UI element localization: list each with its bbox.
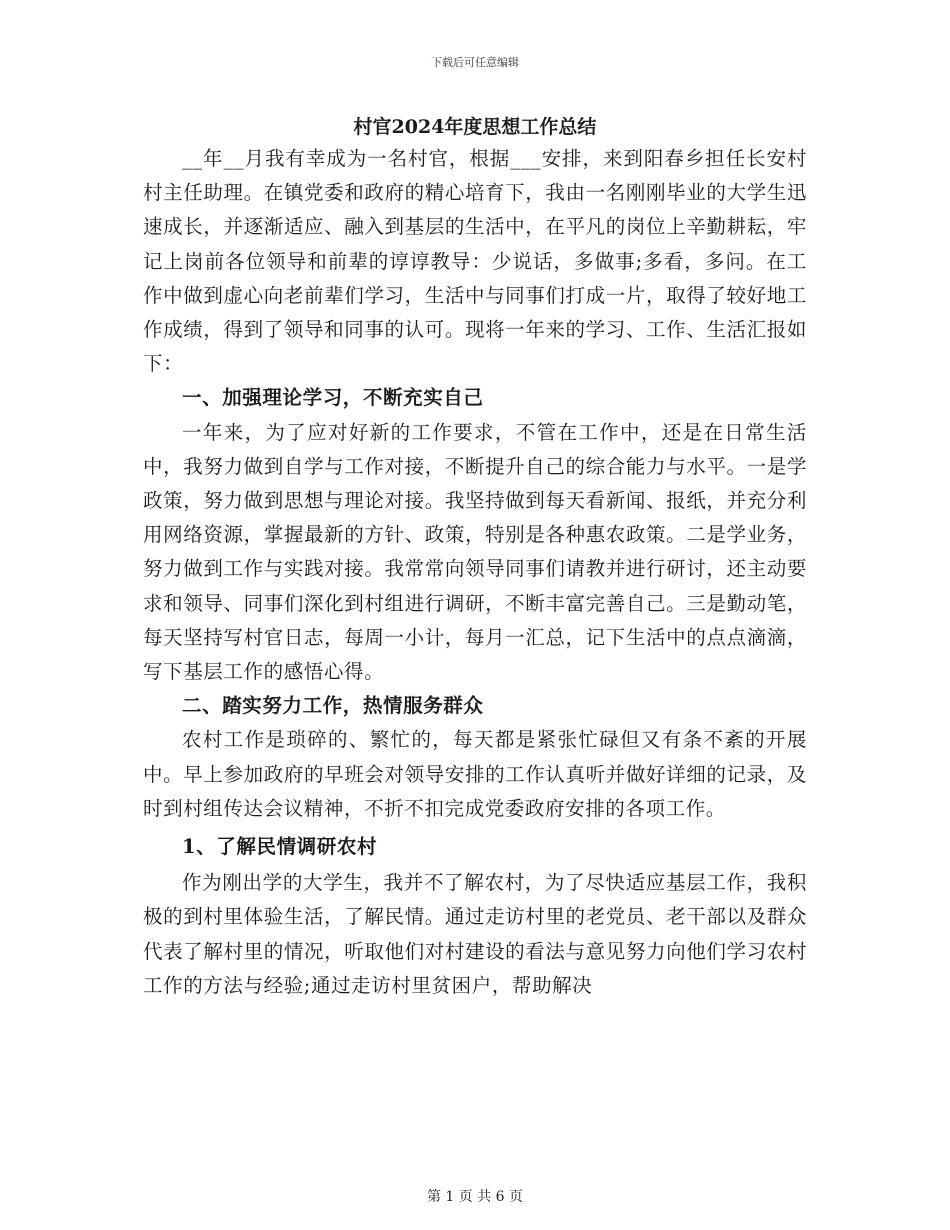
section-2-heading: 二、踏实努力工作，热情服务群众	[182, 694, 484, 718]
section-1-paragraph: 一年来，为了应对好新的工作要求，不管在工作中，还是在日常生活中，我努力做到自学与工作对接，不断提升自己的综合能力与水平。一是学政策，努力做到思想与理论对接。我坚持做到每天看新闻、报纸，并充分利用网络资源，掌握最新的方针、政策，特别是各种惠农政策。二是学业务，努力做到工作与实践对接。我常常向领导同事们请教并进行研讨，还主动要求和领导、同事们深化到村组进行调研，不断丰富完善自己。三是勤动笔，每天坚持写村官日志，每周一小计，每月一汇总，记下生活中的点点滴滴，写下基层工作的感悟心得。	[143, 420, 807, 684]
document-body	[143, 112, 807, 1003]
intro-paragraph: __年__月我有幸成为一名村官，根据___安排，来到阳春乡担任长安村村主任助理。在镇党委和政府的精心培育下，我由一名刚刚毕业的大学生迅速成长，并逐渐适应、融入到基层的生活中，在平凡的岗位上辛勤耕耘，牢记上岗前各位领导和前辈的谆谆教导：少说话，多做事;多看，多问。在工作中做到虚心向老前辈们学习，生活中与同事们打成一片，取得了较好地工作成绩，得到了领导和同事的认可。现将一年来的学习、工作、生活汇报如下：	[143, 147, 807, 376]
subsection-1-heading: 1、了解民情调研农村	[182, 835, 378, 859]
section-1-heading: 一、加强理论学习，不断充实自己	[182, 386, 484, 410]
section-2-paragraph: 农村工作是琐碎的、繁忙的，每天都是紧张忙碌但又有条不紊的开展中。早上参加政府的早班会对领导安排的工作认真听并做好详细的记录，及时到村组传达会议精神，不折不扣完成党委政府安排的各项工作。	[143, 728, 807, 820]
document-title: 村官2024年度思想工作总结	[353, 116, 597, 138]
subsection-1-paragraph: 作为刚出学的大学生，我并不了解农村，为了尽快适应基层工作，我积极的到村里体验生活，了解民情。通过走访村里的老党员、老干部以及群众代表了解村里的情况，听取他们对村建设的看法与意见努力向他们学习农村工作的方法与经验;通过走访村里贫困户，帮助解决	[143, 871, 807, 997]
page-footer: 第 1 页 共 6 页	[426, 1189, 524, 1205]
page-header: 下载后可任意编辑	[431, 56, 519, 69]
